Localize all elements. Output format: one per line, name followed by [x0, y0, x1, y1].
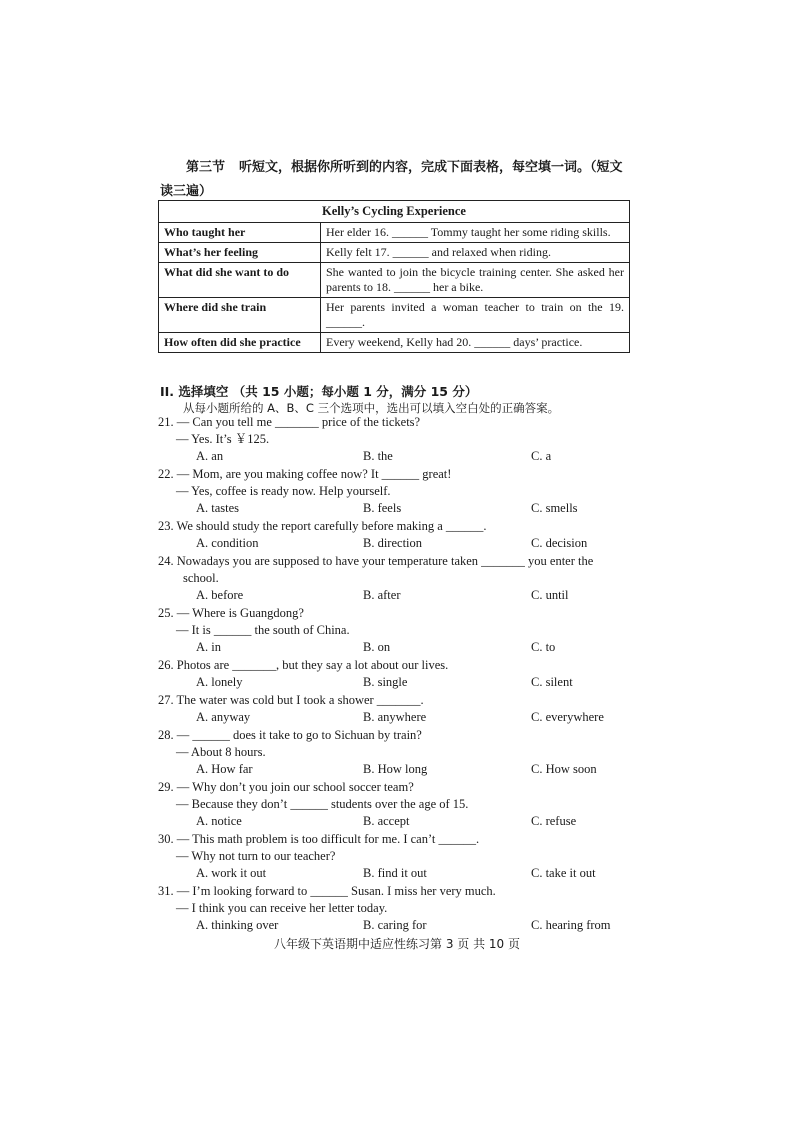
option-b: B. caring for: [363, 918, 427, 932]
question-stem: 23. We should study the report carefully before making a ______.: [158, 519, 487, 533]
option-b: B. find it out: [363, 866, 427, 880]
option-c: C. refuse: [531, 814, 577, 828]
question-stem: 31. — I’m looking forward to ______ Susan. I miss her very much.: [158, 884, 496, 898]
table-row: [159, 263, 630, 298]
question-line: — Why not turn to our teacher?: [176, 849, 336, 863]
question-item: [158, 831, 638, 882]
section-instruction: 听短文，根据你所听到的内容，完成下面表格，每空填一词。（短文读三遍）: [160, 160, 623, 199]
question-item: [158, 553, 638, 604]
question-line: — Because they don’t ______ students over the age of 15.: [176, 797, 469, 811]
question-stem: 30. — This math problem is too difficult for me. I can’t ______.: [158, 832, 480, 846]
question-item: [158, 692, 638, 726]
question-stem: 25. — Where is Guangdong?: [158, 606, 304, 620]
question-list: [158, 414, 638, 935]
row-answer: Every weekend, Kelly had 20. ______ days’ practice.: [321, 333, 630, 353]
part-2-instruction: 从每小题所给的 A、B、C 三个选项中，选出可以填入空白处的正确答案。: [183, 401, 560, 415]
option-a: A. thinking over: [196, 918, 279, 932]
option-c: C. smells: [531, 501, 578, 515]
option-c: C. everywhere: [531, 710, 604, 724]
option-c: C. take it out: [531, 866, 596, 880]
section-3-heading: [160, 156, 630, 204]
table-row: [159, 223, 630, 243]
options-row: [158, 448, 638, 465]
option-b: B. single: [363, 675, 408, 689]
option-b: B. on: [363, 640, 391, 654]
row-question: Who taught her: [159, 223, 321, 243]
table-title: Kelly’s Cycling Experience: [159, 201, 630, 223]
table-row: [159, 243, 630, 263]
table-row: [159, 333, 630, 353]
options-row: [158, 674, 638, 691]
question-line: — It is ______ the south of China.: [176, 623, 350, 637]
section-label: 第三节: [186, 160, 226, 175]
options-row: [158, 761, 638, 778]
row-question: How often did she practice: [159, 333, 321, 353]
option-b: B. accept: [363, 814, 410, 828]
question-item: [158, 414, 638, 465]
row-question: What did she want to do: [159, 263, 321, 298]
option-a: A. an: [196, 449, 224, 463]
question-item: [158, 727, 638, 778]
option-c: C. until: [531, 588, 569, 602]
question-stem: 27. The water was cold but I took a shower _______.: [158, 693, 424, 707]
options-row: [158, 813, 638, 830]
option-c: C. decision: [531, 536, 588, 550]
question-item: [158, 518, 638, 552]
options-row: [158, 639, 638, 656]
question-item: [158, 779, 638, 830]
options-row: [158, 535, 638, 552]
question-stem: 26. Photos are _______, but they say a lot about our lives.: [158, 658, 449, 672]
row-answer: Her elder 16. ______ Tommy taught her some riding skills.: [321, 223, 630, 243]
question-item: [158, 466, 638, 517]
row-question: What’s her feeling: [159, 243, 321, 263]
question-stem: 21. — Can you tell me _______ price of the tickets?: [158, 415, 421, 429]
row-answer: Kelly felt 17. ______ and relaxed when riding.: [321, 243, 630, 263]
question-stem: 22. — Mom, are you making coffee now? It ______ great!: [158, 467, 452, 481]
question-stem: 29. — Why don’t you join our school soccer team?: [158, 780, 414, 794]
question-line: — I think you can receive her letter today.: [176, 901, 388, 915]
options-row: [158, 917, 638, 934]
question-line: — About 8 hours.: [176, 745, 266, 759]
option-a: A. notice: [196, 814, 242, 828]
cycling-experience-table: [158, 200, 630, 353]
row-question: Where did she train: [159, 298, 321, 333]
option-a: A. lonely: [196, 675, 243, 689]
part-2-heading: II. 选择填空 （共 15 小题；每小题 1 分，满分 15 分）: [160, 384, 478, 399]
option-a: A. in: [196, 640, 221, 654]
option-c: C. silent: [531, 675, 573, 689]
option-b: B. after: [363, 588, 401, 602]
option-b: B. How long: [363, 762, 428, 776]
question-stem: 28. — ______ does it take to go to Sichuan by train?: [158, 728, 422, 742]
options-row: [158, 709, 638, 726]
option-a: A. before: [196, 588, 244, 602]
option-c: C. hearing from: [531, 918, 611, 932]
row-answer: She wanted to join the bicycle training center. She asked her parents to 18. ______ her a bike.: [321, 263, 630, 298]
option-a: A. work it out: [196, 866, 267, 880]
option-b: B. feels: [363, 501, 402, 515]
question-line: — Yes. It’s ￥125.: [176, 432, 270, 446]
options-row: [158, 500, 638, 517]
option-a: A. condition: [196, 536, 259, 550]
option-b: B. direction: [363, 536, 423, 550]
option-c: C. to: [531, 640, 556, 654]
options-row: [158, 587, 638, 604]
page-footer: 八年级下英语期中适应性练习第 3 页 共 10 页: [274, 937, 520, 951]
option-b: B. the: [363, 449, 393, 463]
option-c: C. How soon: [531, 762, 597, 776]
row-answer: Her parents invited a woman teacher to train on the 19. ______.: [321, 298, 630, 333]
option-a: A. How far: [196, 762, 253, 776]
option-b: B. anywhere: [363, 710, 427, 724]
question-item: [158, 605, 638, 656]
option-c: C. a: [531, 449, 552, 463]
question-line: — Yes, coffee is ready now. Help yourself.: [176, 484, 391, 498]
option-a: A. anyway: [196, 710, 251, 724]
options-row: [158, 865, 638, 882]
option-a: A. tastes: [196, 501, 240, 515]
question-item: [158, 883, 638, 934]
question-item: [158, 657, 638, 691]
question-line: school.: [183, 571, 219, 585]
table-row: [159, 298, 630, 333]
question-stem: 24. Nowadays you are supposed to have your temperature taken _______ you enter the: [158, 554, 594, 568]
